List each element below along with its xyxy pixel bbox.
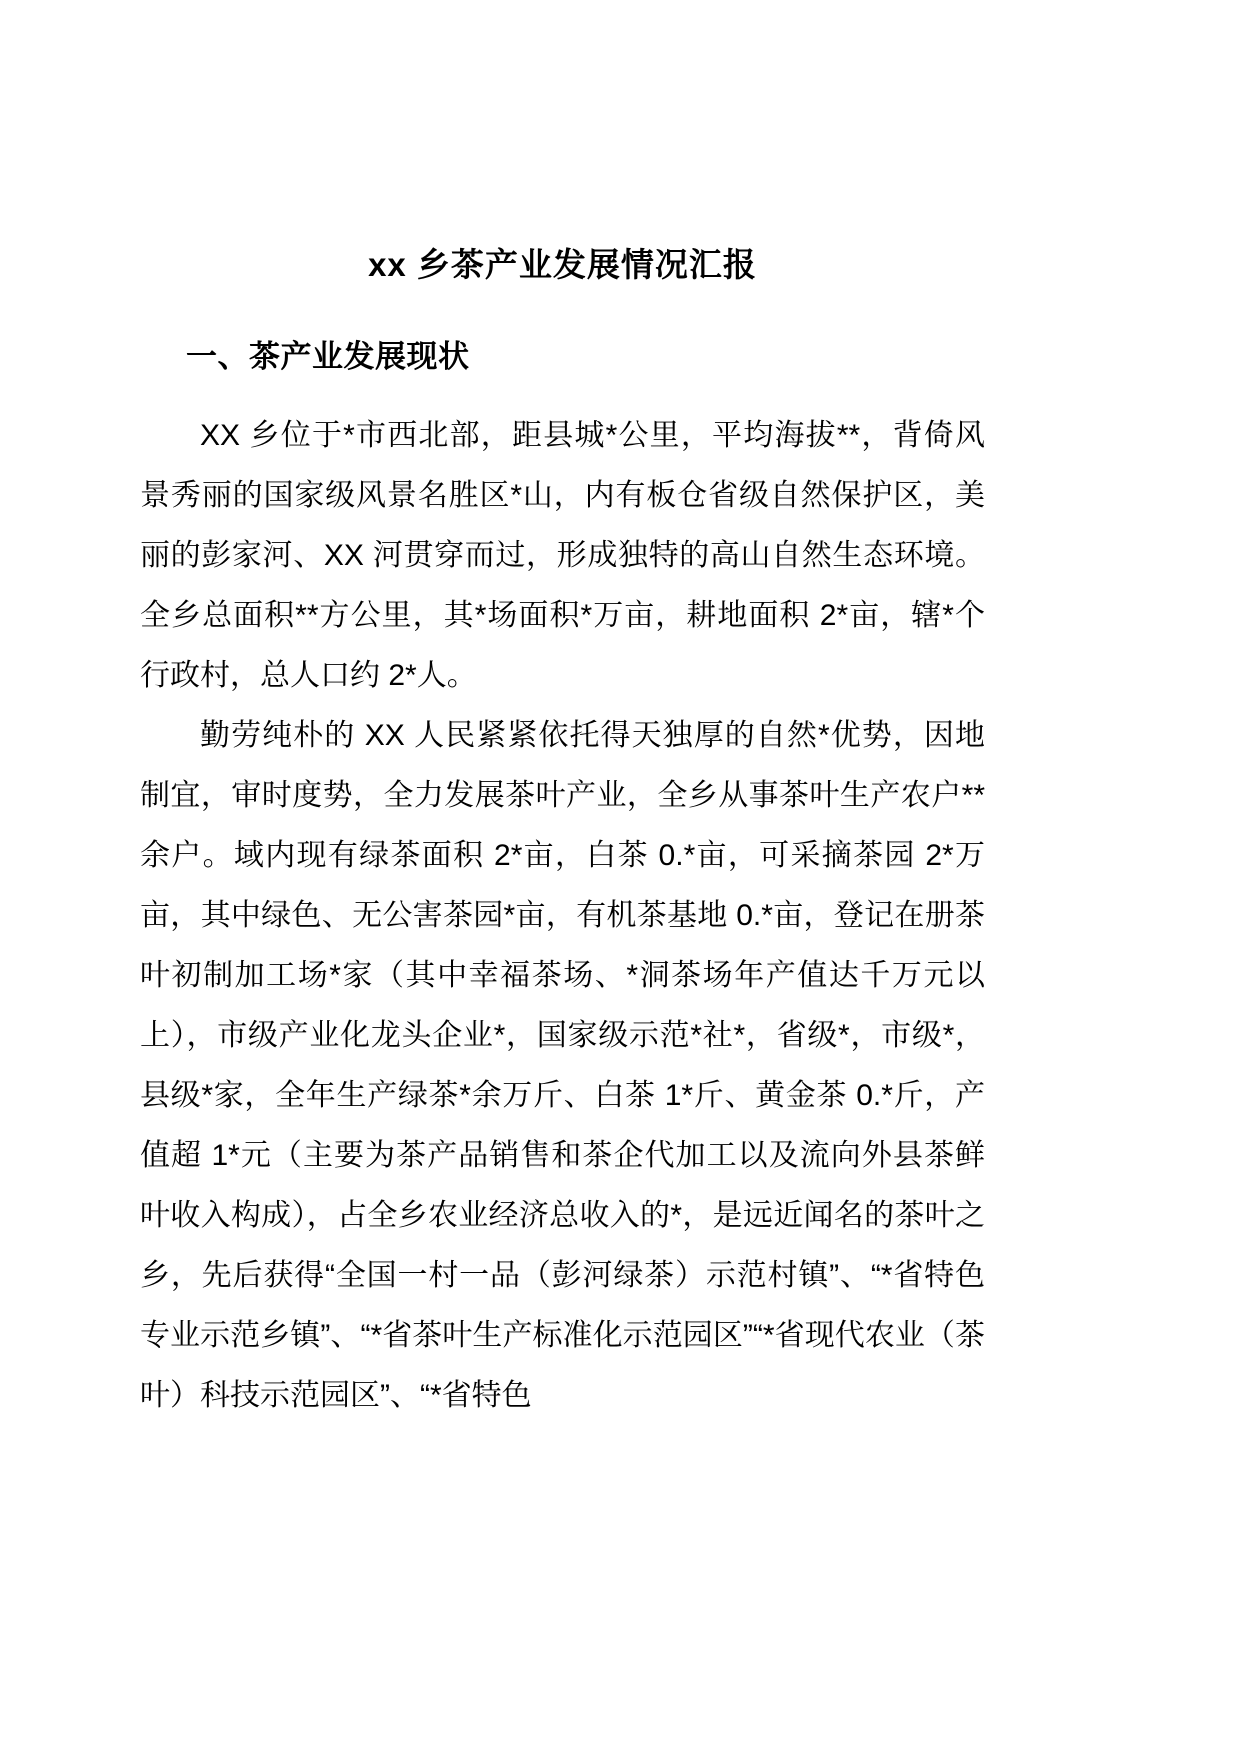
paragraph-1: XX 乡位于*市西北部，距县城*公里，平均海拔**，背倚风景秀丽的国家级风景名胜区*山，内有板仓省级自然保护区，美丽的彭家河、XX 河贯穿而过，形成独特的高山自然生态环境。全乡总面积**方公里，其*场面积*万亩，耕地面积 2*亩，辖*个行政村，总人口约 2*人。: [140, 419, 985, 692]
paragraph-2: 勤劳纯朴的 XX 人民紧紧依托得天独厚的自然*优势，因地制宜，审时度势，全力发展茶叶产业，全乡从事茶叶生产农户**余户。域内现有绿茶面积 2*亩，白茶 0.*亩，可采摘茶园 2*万亩，其中绿色、无公害茶园*亩，有机茶基地 0.*亩，登记在册茶叶初制加工场*家（其中幸福茶场、*洞茶场年产值达千万元以上），市级产业化龙头企业*，国家级示范*社*，省级*，市级*，县级*家，全年生产绿茶*余万斤、白茶 1*斤、黄金茶 0.*斤，产值超 1*元（主要为茶产品销售和茶企代加工以及流向外县茶鲜叶收入构成），占全乡农业经济总收入的*，是远近闻名的茶叶之乡，先后获得“全国一村一品（彭河绿茶）示范村镇”、“*省特色专业示范乡镇”、“*省茶叶生产标准化示范园区”“*省现代农业（茶叶）科技示范园区”、“*省特色: [140, 719, 985, 1412]
document-content: [140, 0, 985, 1426]
section-heading-1: 一、茶产业发展现状: [186, 338, 470, 374]
page-title: xx 乡茶产业发展情况汇报: [368, 246, 757, 283]
